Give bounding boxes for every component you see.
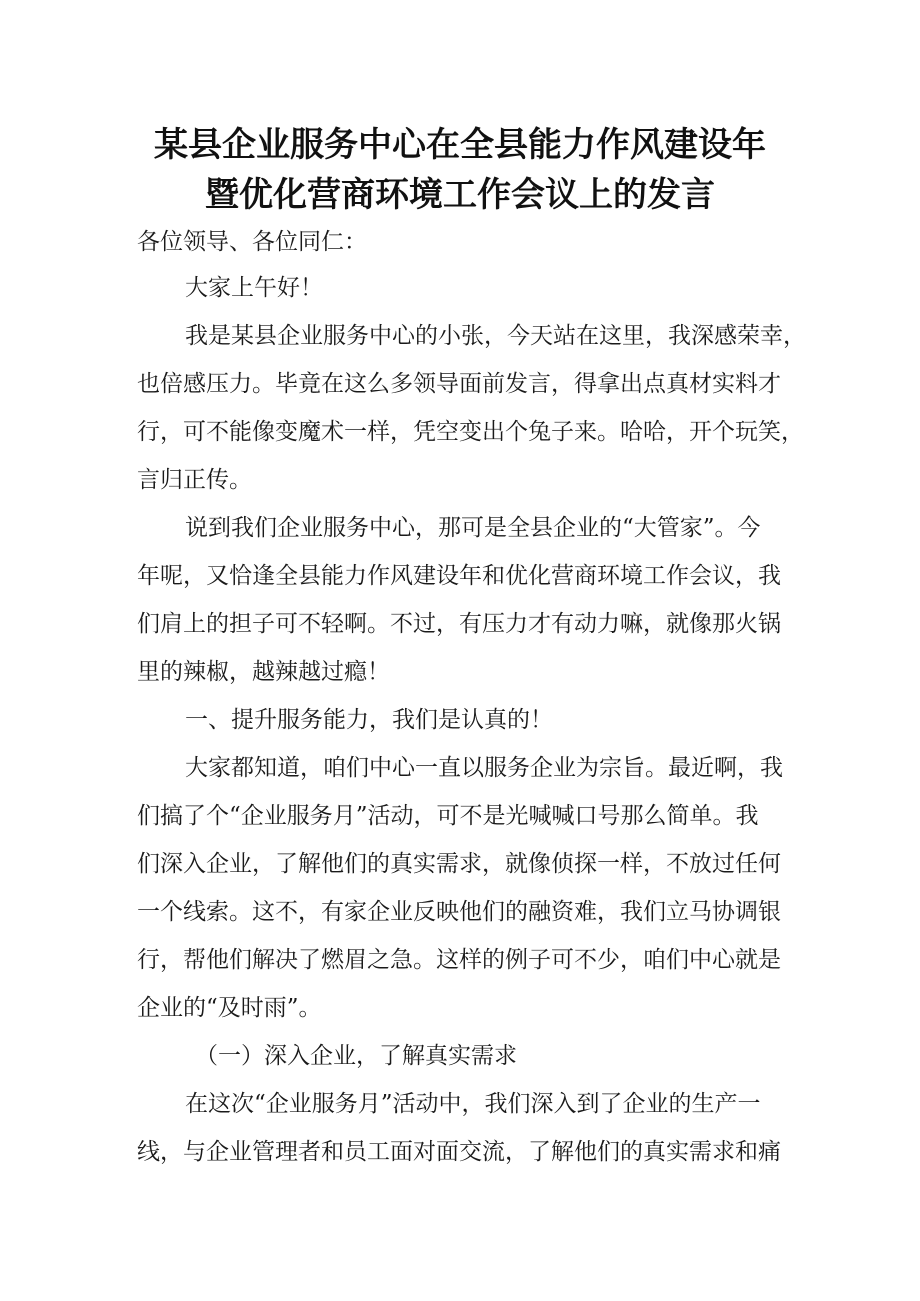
document-title-line-2: 暨优化营商环境工作会议上的发言 xyxy=(205,175,715,215)
subsection-heading-1: （一）深入企业，了解真实需求 xyxy=(195,1043,517,1069)
paragraph-center-line: 说到我们企业服务中心，那可是全县企业的“大管家”。今 xyxy=(185,515,761,541)
document-title-line-1: 某县企业服务中心在全县能力作风建设年 xyxy=(154,125,766,165)
paragraph-center-line: 里的辣椒，越辣越过瘾！ xyxy=(137,659,390,685)
paragraph-intro-line: 我是某县企业服务中心的小张，今天站在这里，我深感荣幸， xyxy=(185,323,806,349)
paragraph-section1-line: 大家都知道，咱们中心一直以服务企业为宗旨。最近啊，我 xyxy=(185,755,783,781)
paragraph-section1-line: 们深入企业，了解他们的真实需求，就像侦探一样，不放过任何 xyxy=(137,851,781,877)
paragraph-subsection1-line: 在这次“企业服务月”活动中，我们深入到了企业的生产一 xyxy=(185,1091,761,1117)
paragraph-section1-line: 们搞了个“企业服务月”活动，可不是光喊喊口号那么简单。我 xyxy=(137,803,759,829)
paragraph-subsection1-line: 线，与企业管理者和员工面对面交流，了解他们的真实需求和痛 xyxy=(137,1139,781,1165)
paragraph-intro-line: 言归正传。 xyxy=(137,467,252,493)
paragraph-section1-line: 行，帮他们解决了燃眉之急。这样的例子可不少，咱们中心就是 xyxy=(137,947,781,973)
paragraph-section1-line: 企业的“及时雨”。 xyxy=(137,995,322,1021)
paragraph-center-line: 们肩上的担子可不轻啊。不过，有压力才有动力嘛，就像那火锅 xyxy=(137,611,781,637)
paragraph-intro-line: 也倍感压力。毕竟在这么多领导面前发言，得拿出点真材实料才 xyxy=(137,371,781,397)
salutation: 各位领导、各位同仁： xyxy=(137,229,367,255)
paragraph-intro-line: 行，可不能像变魔术一样，凭空变出个兔子来。哈哈，开个玩笑， xyxy=(137,419,804,445)
section-heading-1: 一、提升服务能力，我们是认真的！ xyxy=(185,707,553,733)
greeting: 大家上午好！ xyxy=(185,275,323,301)
paragraph-section1-line: 一个线索。这不，有家企业反映他们的融资难，我们立马协调银 xyxy=(137,899,781,925)
paragraph-center-line: 年呢，又恰逢全县能力作风建设年和优化营商环境工作会议，我 xyxy=(137,563,781,589)
